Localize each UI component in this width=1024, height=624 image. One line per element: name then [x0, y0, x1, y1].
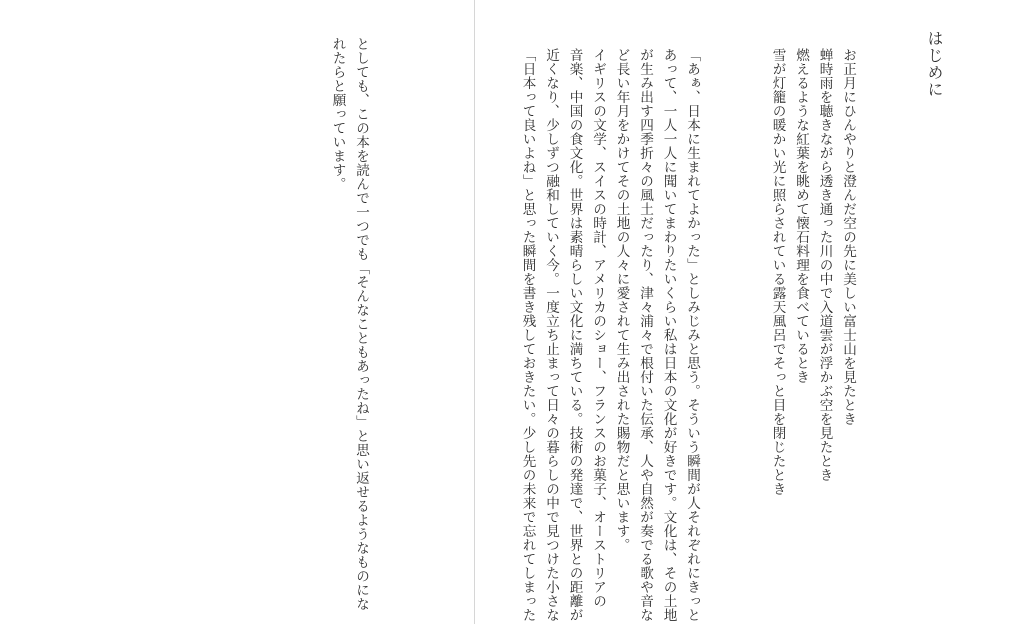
closing-line: れたらと願っています。 — [329, 37, 346, 191]
right-page — [475, 0, 1024, 624]
body-line: ど長い年月をかけてその土地の人々に愛されて生み出された賜物だと思います。 — [613, 48, 630, 552]
body-paragraphs — [515, 48, 703, 622]
poem-block — [765, 48, 859, 496]
poem-line: 雪が灯籠の暖かい光に照らされている露天風呂でそっと目を閉じたとき — [769, 48, 786, 496]
closing-line: としても、この本を読んで一つでも「そんなこともあったね」と思い返せるようなものにな — [353, 37, 369, 611]
left-page — [0, 0, 474, 624]
body-line: 音楽、中国の食文化。世界は素晴らしい文化に満ちている。技術の発達で、世界との距離が — [566, 48, 583, 622]
closing-paragraph — [325, 37, 372, 611]
body-line: あって、一人一人に聞いてまわりたいくらい私は日本の文化が好きです。文化は、その土地 — [660, 48, 677, 622]
chapter-title: はじめに — [925, 30, 944, 98]
body-line: イギリスの文学、スイスの時計、アメリカのショー、フランスのお菓子、オーストリアの — [590, 48, 606, 608]
body-line: が生み出す四季折々の風土だったり、津々浦々で根付いた伝承、人や自然が奏でる歌や音な — [637, 48, 653, 622]
poem-line: 蝉時雨を聴きながら透き通った川の中で入道雲が浮かぶ空を見たとき — [816, 48, 833, 482]
poem-line: 燃えるような紅葉を眺めて懐石料理を食べているとき — [793, 48, 809, 384]
body-line: 「あぁ、日本に生まれてよかった」としみじみと思う。そういう瞬間が人それぞれにきっと — [684, 48, 700, 622]
body-line: 「日本って良いよね」と思った瞬間を書き残しておきたい。少し先の未来で忘れてしまった — [519, 48, 536, 622]
body-line: 近くなり、少しずつ融和していく今。一度立ち止まって日々の暮らしの中で見つけた小さな — [543, 48, 559, 622]
poem-line: お正月にひんやりと澄んだ空の先に美しい富士山を見たとき — [840, 48, 856, 426]
